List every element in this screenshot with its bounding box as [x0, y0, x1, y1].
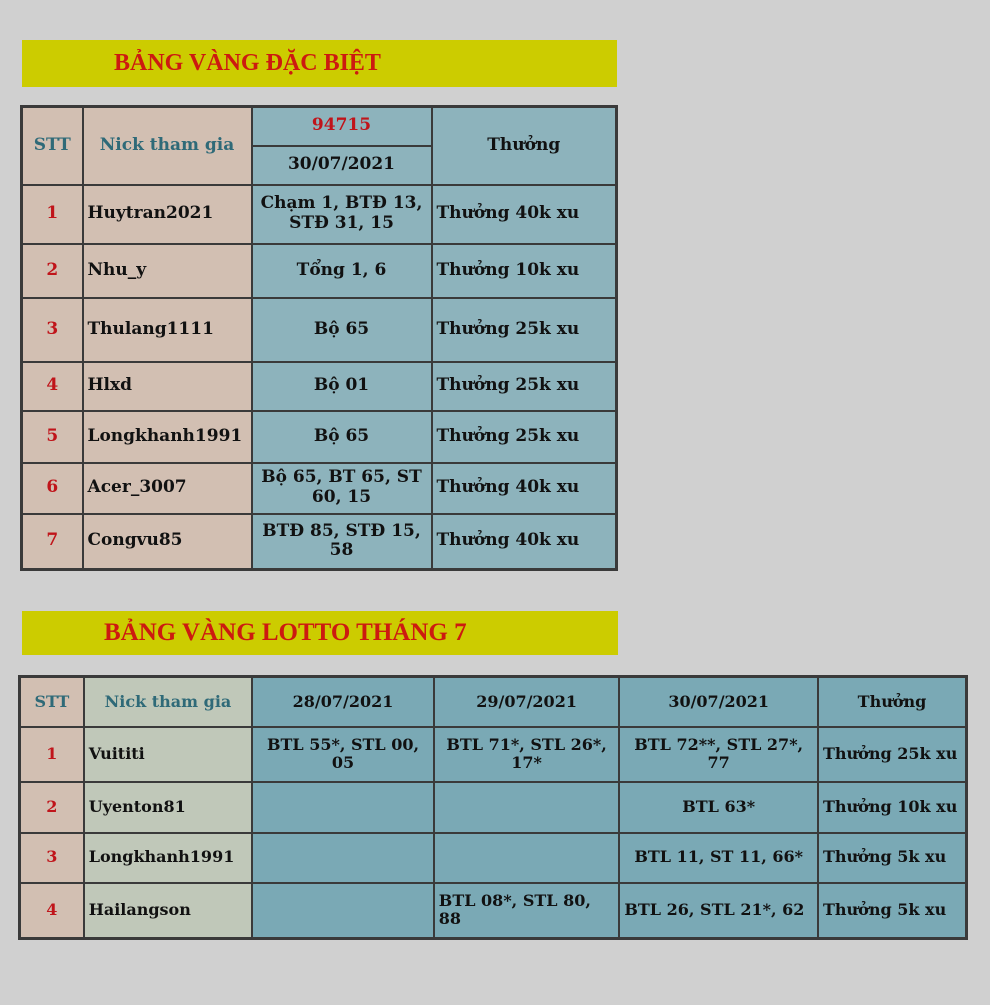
header-date: 30/07/2021: [252, 146, 432, 185]
row-stt: 2: [22, 244, 83, 298]
header-nick: Nick tham gia: [83, 107, 252, 185]
row-nick: Congvu85: [83, 514, 252, 570]
row-pick: Bộ 65, BT 65, ST 60, 15: [252, 463, 432, 514]
row-pick: Bộ 65: [252, 411, 432, 463]
row-stt: 5: [22, 411, 83, 463]
row-date-3: BTL 63*: [619, 782, 818, 833]
header-date-2: 29/07/2021: [434, 677, 620, 727]
row-reward: Thưởng 25k xu: [432, 298, 617, 362]
table-row: [22, 362, 617, 411]
header-number: 94715: [252, 107, 432, 146]
lotto-board-table: [18, 675, 968, 940]
row-date-3: BTL 11, ST 11, 66*: [619, 833, 818, 883]
table-row: [20, 782, 967, 833]
table-row: [20, 883, 967, 939]
row-nick: Acer_3007: [83, 463, 252, 514]
table-row: [20, 833, 967, 883]
row-reward: Thưởng 40k xu: [432, 463, 617, 514]
row-date-2: [434, 833, 620, 883]
row-nick: Longkhanh1991: [84, 833, 253, 883]
table-row: [22, 411, 617, 463]
row-reward: Thưởng 40k xu: [432, 185, 617, 244]
row-nick: Hlxd: [83, 362, 252, 411]
row-stt: 7: [22, 514, 83, 570]
row-date-1: [252, 782, 434, 833]
row-stt: 1: [20, 727, 84, 782]
special-board-table: [20, 105, 618, 571]
row-pick: Chạm 1, BTĐ 13, STĐ 31, 15: [252, 185, 432, 244]
table-row: [22, 298, 617, 362]
header-reward: Thưởng: [432, 107, 617, 185]
row-reward: Thưởng 10k xu: [818, 782, 967, 833]
row-reward: Thưởng 25k xu: [818, 727, 967, 782]
row-date-1: [252, 833, 434, 883]
header-reward: Thưởng: [818, 677, 967, 727]
row-nick: Hailangson: [84, 883, 253, 939]
row-stt: 4: [22, 362, 83, 411]
row-reward: Thưởng 40k xu: [432, 514, 617, 570]
row-reward: Thưởng 5k xu: [818, 833, 967, 883]
row-pick: Tổng 1, 6: [252, 244, 432, 298]
table-row: [22, 185, 617, 244]
row-pick: Bộ 65: [252, 298, 432, 362]
row-date-2: BTL 71*, STL 26*, 17*: [434, 727, 620, 782]
table-row: [22, 463, 617, 514]
row-reward: Thưởng 5k xu: [818, 883, 967, 939]
row-date-3: BTL 26, STL 21*, 62: [619, 883, 818, 939]
row-stt: 1: [22, 185, 83, 244]
table-row: [22, 244, 617, 298]
row-date-1: [252, 883, 434, 939]
row-reward: Thưởng 25k xu: [432, 411, 617, 463]
section2-title: BẢNG VÀNG LOTTO THÁNG 7: [22, 611, 618, 655]
row-stt: 3: [22, 298, 83, 362]
row-pick: Bộ 01: [252, 362, 432, 411]
row-date-2: BTL 08*, STL 80, 88: [434, 883, 620, 939]
header-nick: Nick tham gia: [84, 677, 253, 727]
row-reward: Thưởng 10k xu: [432, 244, 617, 298]
row-nick: Huytran2021: [83, 185, 252, 244]
row-date-2: [434, 782, 620, 833]
table-row: [22, 514, 617, 570]
row-nick: Longkhanh1991: [83, 411, 252, 463]
row-pick: BTĐ 85, STĐ 15, 58: [252, 514, 432, 570]
row-nick: Vuititi: [84, 727, 253, 782]
header-date-3: 30/07/2021: [619, 677, 818, 727]
row-date-3: BTL 72**, STL 27*, 77: [619, 727, 818, 782]
row-stt: 4: [20, 883, 84, 939]
section1-title: BẢNG VÀNG ĐẶC BIỆT: [22, 40, 617, 87]
header-stt: STT: [22, 107, 83, 185]
row-stt: 6: [22, 463, 83, 514]
row-reward: Thưởng 25k xu: [432, 362, 617, 411]
header-date-1: 28/07/2021: [252, 677, 434, 727]
row-nick: Thulang1111: [83, 298, 252, 362]
row-nick: Nhu_y: [83, 244, 252, 298]
table-row: [20, 727, 967, 782]
row-nick: Uyenton81: [84, 782, 253, 833]
row-stt: 3: [20, 833, 84, 883]
row-date-1: BTL 55*, STL 00, 05: [252, 727, 434, 782]
header-stt: STT: [20, 677, 84, 727]
row-stt: 2: [20, 782, 84, 833]
